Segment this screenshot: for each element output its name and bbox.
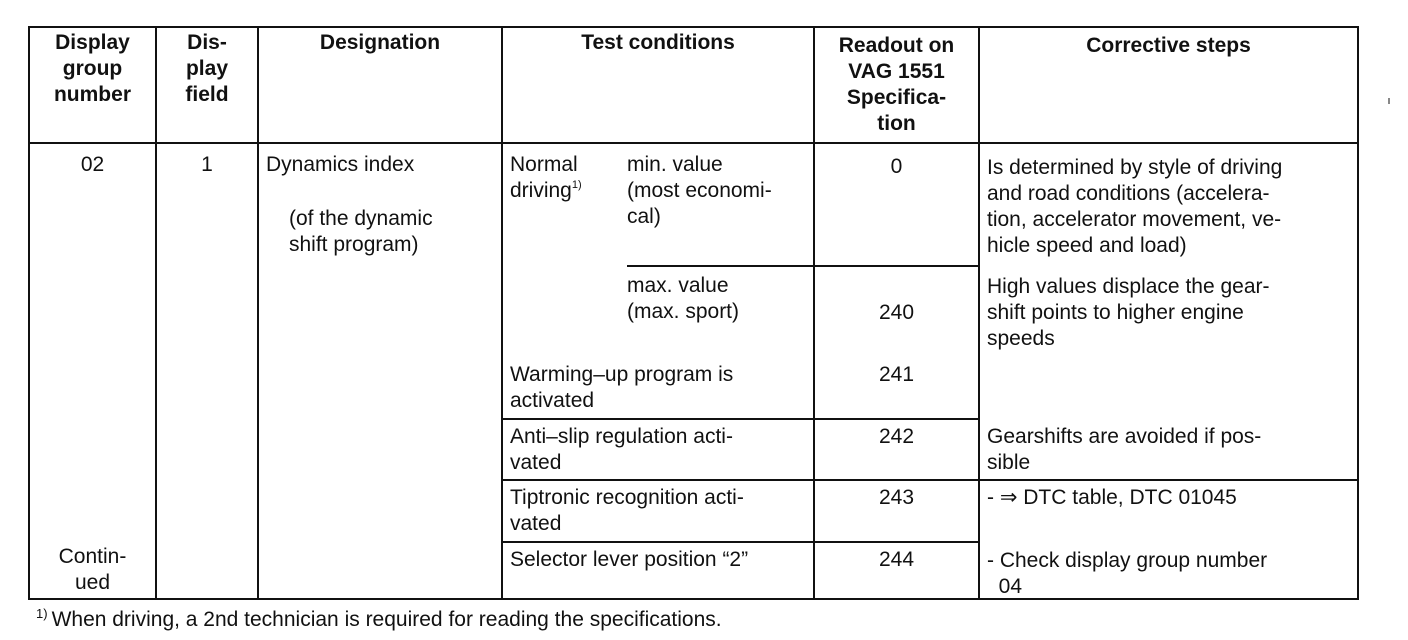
readout-warming-up: 241: [878, 363, 915, 386]
condition-tiptronic: Tiptronic recognition acti- vated: [510, 486, 744, 535]
footnote: [36, 607, 722, 633]
condition-min-value: min. value (most economi- cal): [627, 153, 772, 228]
column-divider: [978, 28, 980, 598]
readout-anti-slip: 242: [878, 425, 915, 448]
corrective-gearshifts-avoided: Gearshifts are avoided if pos- sible: [987, 425, 1262, 474]
designation-subtitle: (of the dynamic shift program): [289, 207, 433, 256]
header-test-conditions: Test conditions: [581, 31, 735, 54]
condition-selector-lever: Selector lever position “2”: [510, 548, 749, 571]
header-readout: Readout on VAG 1551 Specifica- tion: [838, 34, 955, 135]
column-divider: [155, 28, 157, 598]
row-rule: [503, 541, 978, 543]
header-rule: [30, 142, 1357, 144]
corrective-driving-style: Is determined by style of driving and road conditions (accelera- tion, accelerator movement, ve- hicle speed and load): [987, 156, 1283, 257]
condition-warming-up: Warming–up program is activated: [510, 363, 734, 412]
readout-min: 0: [890, 155, 903, 178]
specification-table: [28, 26, 1359, 600]
readout-selector: 244: [878, 548, 915, 571]
column-divider: [257, 28, 259, 598]
header-display-group-number: Display group number: [53, 31, 131, 106]
condition-anti-slip: Anti–slip regulation acti- vated: [510, 425, 733, 474]
condition-normal-driving: Normal driving$^{1)}$: [510, 153, 582, 202]
footnote-marker: 1): [571, 179, 582, 191]
designation-title: Dynamics index: [266, 153, 415, 176]
header-display-field: Dis- play field: [185, 31, 229, 106]
footnote-number: 1): [36, 606, 48, 621]
header-designation: Designation: [319, 31, 441, 54]
row-rule: [503, 479, 1357, 481]
condition-max-value: max. value (max. sport): [627, 274, 740, 323]
field-number: 1: [201, 153, 213, 176]
header-corrective-steps: Corrective steps: [1086, 34, 1251, 57]
column-divider: [501, 28, 503, 598]
readout-tiptronic: 243: [878, 486, 915, 509]
corrective-high-values: High values displace the gear- shift points to higher engine speeds: [987, 275, 1270, 350]
footnote-text: When driving, a 2nd technician is required for reading the specifications.: [51, 608, 722, 631]
scan-mark: [1388, 98, 1390, 104]
row-rule: [627, 265, 978, 267]
corrective-dtc-reference: - ⇒ DTC table, DTC 01045: [987, 486, 1237, 509]
continued-label: Contin- ued: [58, 545, 127, 594]
readout-max: 240: [878, 301, 915, 324]
corrective-check-display-group: - Check display group number 04: [987, 549, 1268, 598]
group-number: 02: [80, 153, 105, 176]
row-rule: [503, 418, 978, 420]
